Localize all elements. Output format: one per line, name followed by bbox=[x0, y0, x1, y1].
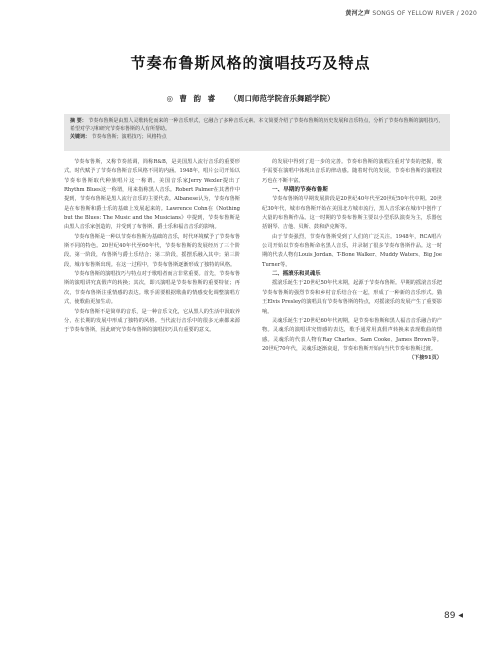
author-affiliation: （周口师范学院音乐舞蹈学院） bbox=[229, 94, 335, 103]
page-number-mark: ◀ bbox=[458, 612, 463, 619]
section-heading-2: 二、摇滚乐和灵魂乐 bbox=[272, 271, 321, 278]
page-number-value: 89 bbox=[444, 611, 456, 621]
abstract-label: 摘 要： bbox=[70, 118, 87, 124]
keywords-label: 关键词： bbox=[70, 134, 91, 140]
section-heading-1: 一、早期的节奏布鲁斯 bbox=[272, 187, 328, 194]
left-column bbox=[64, 158, 240, 603]
article-title: 节奏布鲁斯风格的演唱技巧及特点 bbox=[130, 54, 371, 72]
paragraph: 节奏布鲁斯不是简单的音乐，是一种音乐文化，它从黑人的生活中汲取养分，在长期的发展中形成了独特的风格。当代流行音乐中的很多元素都来源于节奏布鲁斯，因此研究节奏布鲁斯的演唱技巧具有重要的意义。 bbox=[64, 308, 240, 334]
paragraph: 的发展中得到了进一步的完善。节奏布鲁斯的演唱注重对节奏的把握，歌手需要在演唱中体现出音乐的律动感。随着时代的发展，节奏布鲁斯的演唱技巧也在不断丰富。 bbox=[262, 159, 442, 184]
paragraph: 灵魂乐诞生于20世纪60年代初期，是节奏布鲁斯和黑人福音音乐融合的产物。灵魂乐的演唱讲究情感的表达，歌手通常用真假声转换来表现歌曲的情感。灵魂乐的代表人物有Ray Charles、Sam Cooke、James Brown等。20世纪70年代，灵魂乐逐渐衰退，节奏布鲁斯开始向当代节奏布鲁斯过渡。 bbox=[262, 317, 442, 352]
author-mark: ◎ bbox=[166, 94, 174, 103]
running-header: 黄河之声 SONGS OF YELLOW RIVER / 2020 bbox=[345, 10, 477, 17]
author-name: 曹 韵 睿 bbox=[179, 94, 218, 103]
paragraph: 节奏布鲁斯是一种以节奏布鲁斯为基础的音乐，时代环境赋予了节奏布鲁斯不同的特色。20世纪40年代至60年代，节奏布鲁斯的发展经历了三个阶段。第一阶段，布鲁斯与爵士乐结合；第二阶段，摇摆乐融入其中；第三阶段，城市布鲁斯出现。在这一过程中，节奏布鲁斯逐渐形成了独特的风格。 bbox=[64, 233, 240, 268]
right-column bbox=[262, 158, 442, 603]
paragraph: 节奏布鲁斯，又称节奏蓝调，简称R&B，是美国黑人流行音乐的重要形式。时代赋予了节奏布鲁斯音乐风格不同的内涵。1948年，唱片公司开始以节奏布鲁斯取代种族唱片这一称谓。美国音乐家Jerry Wexler提出了Rhythm Blues这一称谓，用来指称黑人音乐。Robert Palmer在其著作中提到，节奏布鲁斯是黑人流行音乐的主要代表。Albanese认为，节奏布鲁斯是在布鲁斯和爵士乐的基础上发展起来的。Lawrence Cohn在《Nothing but the Blues: The Music and the Musicians》中提到，节奏布鲁斯是由黑人音乐家创造的，并受到了布鲁斯、爵士乐和福音音乐的影响。 bbox=[64, 159, 240, 231]
page-number bbox=[444, 611, 463, 621]
journal-year: 2020 bbox=[460, 10, 477, 17]
paragraph: 摇滚乐诞生于20世纪50年代末期，起源于节奏布鲁斯。早期的摇滚音乐把节奏布鲁斯的强烈节奏和乡村音乐结合在一起，形成了一种新的音乐形式。猫王Elvis Presley的演唱具有节奏布鲁斯的特点，对摇滚乐的发展产生了重要影响。 bbox=[262, 280, 442, 315]
paragraph: 由于节奏强烈，节奏布鲁斯受到了人们的广泛关注。1948年，RCA唱片公司开始以节奏布鲁斯命名黑人音乐，并录制了很多节奏布鲁斯作品。这一时期的代表人物有Louis Jordan、T-Bone Walker、Muddy Waters、Big Joe Turner等。 bbox=[262, 233, 442, 268]
paragraph: 节奏布鲁斯的早期发展阶段是20世纪40年代至20世纪50年代中期。20世纪30年代，城市布鲁斯开始在美国北方城市流行，黑人音乐家在城市中创作了大量的布鲁斯作品。这一时期的节奏布鲁斯主要以小型乐队演奏为主，乐器包括钢琴、吉他、贝斯、鼓和萨克斯等。 bbox=[262, 196, 442, 231]
paragraph: 节奏布鲁斯的演唱技巧与特点对于歌唱者而言非常重要。首先，节奏布鲁斯的演唱讲究真假声的转换；其次，即兴演唱是节奏布鲁斯的重要特征；再次，节奏布鲁斯注重情感的表达。歌手需要根据歌曲的情感变化调整演唱方式，使歌曲更加生动。 bbox=[64, 271, 240, 306]
abstract-text: 节奏布鲁斯是由黑人灵歌转化而来的一种音乐形式，它融合了多种音乐元素。本文简要介绍了节奏布鲁斯的历史发展和音乐特点，分析了节奏布鲁斯的演唱技巧，希望对学习和研究节奏布鲁斯的人有所帮助。 bbox=[70, 118, 444, 132]
journal-name-en: SONGS OF YELLOW RIVER bbox=[372, 10, 455, 17]
abstract-box bbox=[64, 114, 450, 151]
journal-name-cn: 黄河之声 bbox=[345, 10, 371, 17]
keywords-text: 节奏布鲁斯；演唱技巧；风格特点 bbox=[91, 134, 167, 140]
continued-note: （下接91页） bbox=[408, 355, 442, 362]
author-line bbox=[0, 93, 501, 104]
